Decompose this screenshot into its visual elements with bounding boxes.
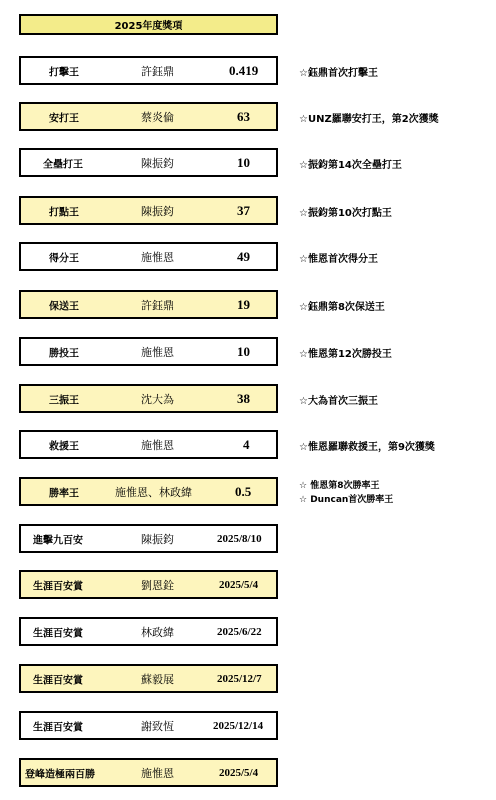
award-name: 得分王 — [49, 253, 79, 264]
award-note: ☆鈺鼎第8次保送王 — [299, 302, 385, 313]
player-name: 施惟恩 — [141, 766, 174, 780]
milestone-date: 2025/6/22 — [217, 625, 262, 638]
player-name: 劉恩銓 — [141, 578, 174, 592]
milestone-row-100-hits — [19, 570, 278, 599]
milestone-row-100-hits — [19, 617, 278, 646]
award-row-saves — [19, 430, 278, 459]
milestone-name: 生涯百安賞 — [33, 675, 83, 686]
milestone-date: 2025/5/4 — [219, 578, 259, 591]
award-note: ☆振鈞第14次全壘打王 — [299, 160, 402, 171]
award-row-home-runs — [19, 148, 278, 177]
award-note: ☆大為首次三振王 — [299, 396, 378, 407]
award-row-runs — [19, 242, 278, 271]
award-note: ☆惟恩首次得分王 — [299, 254, 378, 265]
award-note: ☆惟恩第12次勝投王 — [299, 349, 392, 360]
player-name: 謝致恆 — [141, 719, 174, 733]
stat-value: 19 — [237, 296, 250, 312]
milestone-date: 2025/12/7 — [217, 672, 262, 685]
player-name: 陳振鈞 — [141, 532, 174, 546]
awards-title: 2025年度獎項 — [114, 21, 183, 32]
player-name: 施惟恩、林政緯 — [115, 485, 192, 499]
award-row-rbi — [19, 196, 278, 225]
award-note: ☆UNZ羅聯安打王，第2次獲獎 — [299, 114, 439, 125]
player-name: 施惟恩 — [141, 345, 174, 359]
milestone-date: 2025/8/10 — [217, 532, 262, 545]
player-name: 許鈺鼎 — [141, 64, 174, 78]
award-name: 全壘打王 — [43, 159, 83, 170]
award-row-walks — [19, 290, 278, 319]
milestone-row-900-hits — [19, 524, 278, 553]
player-name: 林政緯 — [141, 625, 174, 639]
award-note: ☆振鈞第10次打點王 — [299, 208, 392, 219]
award-name: 打點王 — [49, 207, 79, 218]
stat-value: 10 — [237, 343, 250, 359]
award-row-strikeouts — [19, 384, 278, 413]
award-note: ☆惟恩羅聯救援王，第9次獲獎 — [299, 442, 435, 453]
award-note-secondary: ☆ Duncan首次勝率王 — [299, 495, 394, 505]
award-name: 勝投王 — [49, 348, 79, 359]
award-name: 三振王 — [49, 395, 79, 406]
stat-value: 0.5 — [235, 483, 252, 499]
stat-value: 49 — [237, 248, 250, 264]
milestone-name: 登峰造極兩百勝 — [25, 769, 95, 780]
milestone-date: 2025/12/14 — [213, 719, 264, 732]
stat-value: 38 — [237, 390, 250, 406]
player-name: 蔡炎倫 — [141, 110, 174, 124]
stat-value: 4 — [243, 436, 250, 452]
player-name: 沈大為 — [141, 392, 174, 406]
award-name: 保送王 — [49, 301, 79, 312]
player-name: 施惟恩 — [141, 438, 174, 452]
stat-value: 0.419 — [229, 62, 259, 78]
award-name: 勝率王 — [49, 488, 79, 499]
player-name: 陳振鈞 — [141, 204, 174, 218]
milestone-name: 生涯百安賞 — [33, 628, 83, 639]
award-note: ☆ 惟恩第8次勝率王 — [299, 481, 380, 491]
player-name: 蘇毅展 — [141, 672, 174, 686]
award-name: 安打王 — [49, 113, 79, 124]
player-name: 許鈺鼎 — [141, 298, 174, 312]
award-row-batting-title — [19, 56, 278, 85]
award-name: 打擊王 — [49, 67, 79, 78]
award-row-win-pct — [19, 477, 278, 506]
milestone-date: 2025/5/4 — [219, 766, 259, 779]
player-name: 施惟恩 — [141, 250, 174, 264]
milestone-row-200-wins — [19, 758, 278, 787]
stat-value: 37 — [237, 202, 250, 218]
award-name: 救援王 — [49, 441, 79, 452]
milestone-name: 生涯百安賞 — [33, 722, 83, 733]
milestone-row-100-hits — [19, 664, 278, 693]
awards-header — [19, 14, 278, 35]
stat-value: 10 — [237, 154, 250, 170]
award-row-wins — [19, 337, 278, 366]
award-row-hits — [19, 102, 278, 131]
milestone-name: 生涯百安賞 — [33, 581, 83, 592]
player-name: 陳振鈞 — [141, 156, 174, 170]
milestone-name: 進擊九百安 — [33, 535, 83, 546]
stat-value: 63 — [237, 108, 250, 124]
award-note: ☆鈺鼎首次打擊王 — [299, 68, 378, 79]
milestone-row-100-hits — [19, 711, 278, 740]
